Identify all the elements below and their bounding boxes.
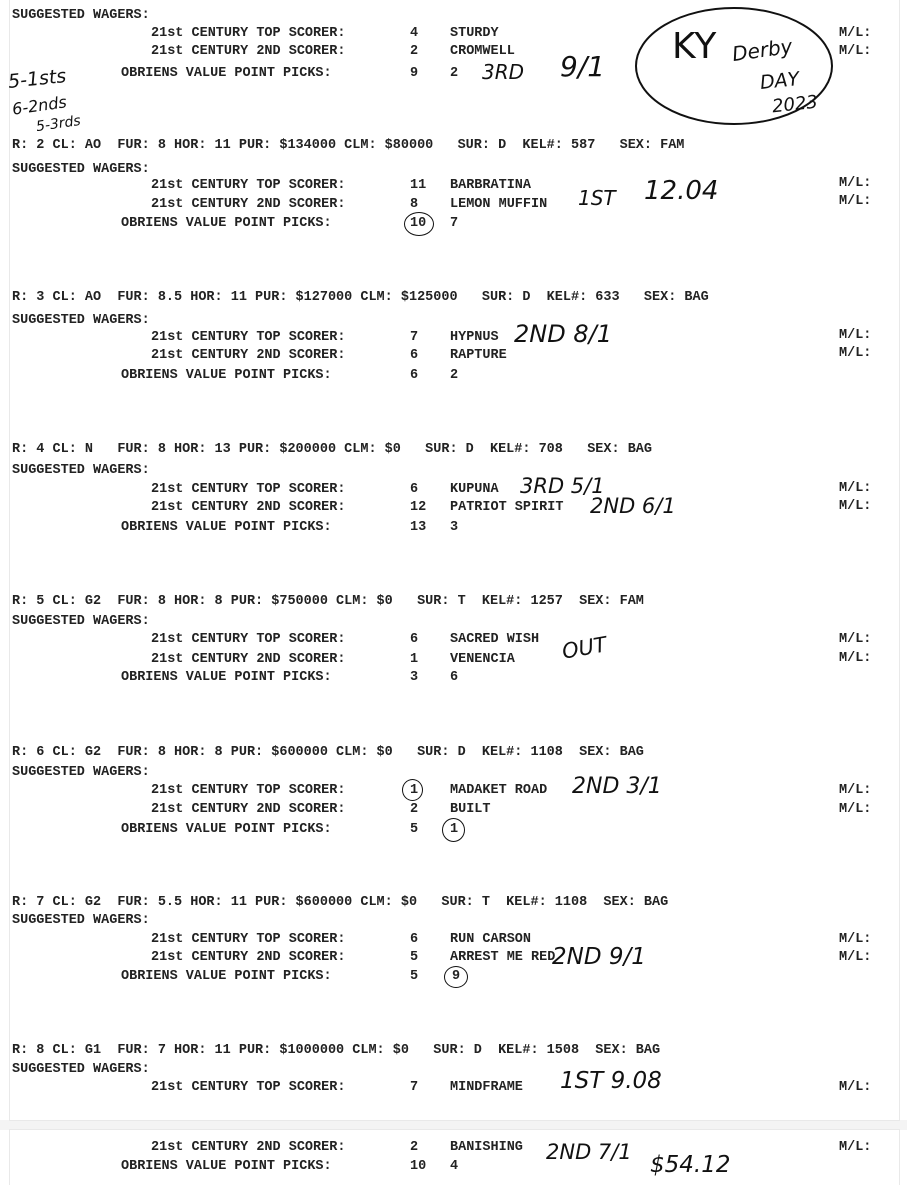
second-scorer-label: 21st CENTURY 2ND SCORER:	[151, 197, 346, 212]
handwritten-race-note: 1ST 9.08	[560, 1068, 662, 1094]
handwritten-race-note: 2ND 6/1	[590, 494, 676, 518]
morning-line-label: M/L:	[839, 802, 872, 817]
page-gap	[0, 1120, 907, 1130]
morning-line-label: M/L:	[839, 194, 872, 209]
handwritten-race-note: 2ND 8/1	[514, 320, 612, 348]
second-scorer-label: 21st CENTURY 2ND SCORER:	[151, 802, 346, 817]
handwritten-total: $54.12	[650, 1152, 731, 1178]
handwritten-race-note: 3RD	[482, 60, 525, 84]
second-scorer-horse: RAPTURE	[450, 348, 507, 363]
value-pick-1: 10	[410, 216, 427, 231]
value-pick-1: 10	[410, 1159, 427, 1174]
second-scorer-number: 2	[410, 1140, 419, 1155]
handwritten-tally: 6-2nds	[10, 92, 68, 119]
handwritten-tally: 5-3rds	[35, 112, 82, 136]
second-scorer-label: 21st CENTURY 2ND SCORER:	[151, 1140, 346, 1155]
second-scorer-label: 21st CENTURY 2ND SCORER:	[151, 500, 346, 515]
value-picks-label: OBRIENS VALUE POINT PICKS:	[121, 216, 332, 231]
handwritten-race-note: 2ND 7/1	[546, 1140, 632, 1164]
value-picks-label: OBRIENS VALUE POINT PICKS:	[121, 66, 332, 81]
morning-line-label: M/L:	[839, 499, 872, 514]
handwritten-race-note: 2ND 3/1	[572, 774, 662, 799]
top-scorer-label: 21st CENTURY TOP SCORER:	[151, 1080, 346, 1095]
suggested-wagers-label: SUGGESTED WAGERS:	[12, 1062, 150, 1077]
second-scorer-number: 6	[410, 348, 419, 363]
suggested-wagers-label: SUGGESTED WAGERS:	[12, 313, 150, 328]
morning-line-label: M/L:	[839, 651, 872, 666]
morning-line-label: M/L:	[839, 328, 872, 343]
value-pick-1: 3	[410, 670, 419, 685]
top-scorer-number: 4	[410, 26, 419, 41]
second-scorer-horse: VENENCIA	[450, 652, 515, 667]
value-pick-2: 9	[452, 969, 461, 984]
second-scorer-number: 2	[410, 802, 419, 817]
suggested-wagers-label: SUGGESTED WAGERS:	[12, 8, 150, 23]
top-scorer-horse: KUPUNA	[450, 482, 499, 497]
top-scorer-label: 21st CENTURY TOP SCORER:	[151, 330, 346, 345]
top-scorer-horse: BARBRATINA	[450, 178, 532, 193]
suggested-wagers-label: SUGGESTED WAGERS:	[12, 463, 150, 478]
pen-circle-mark	[404, 212, 434, 236]
handwritten-year: 2023	[771, 91, 819, 118]
value-picks-label: OBRIENS VALUE POINT PICKS:	[121, 520, 332, 535]
top-scorer-number: 7	[410, 330, 419, 345]
value-pick-1: 5	[410, 969, 419, 984]
pen-circle-mark	[442, 818, 465, 842]
handwritten-race-note: 12.04	[644, 176, 719, 206]
second-scorer-number: 12	[410, 500, 427, 515]
morning-line-label: M/L:	[839, 932, 872, 947]
value-picks-label: OBRIENS VALUE POINT PICKS:	[121, 368, 332, 383]
value-pick-2: 6	[450, 670, 459, 685]
handwritten-race-note: 2ND 9/1	[552, 944, 646, 970]
second-scorer-label: 21st CENTURY 2ND SCORER:	[151, 348, 346, 363]
second-scorer-horse: BUILT	[450, 802, 491, 817]
value-pick-2: 3	[450, 520, 459, 535]
value-pick-2: 2	[450, 66, 459, 81]
top-scorer-label: 21st CENTURY TOP SCORER:	[151, 783, 346, 798]
value-pick-1: 6	[410, 368, 419, 383]
handwritten-tally: 5-1sts	[7, 65, 68, 93]
handwritten-race-note: 3RD 5/1	[520, 474, 605, 498]
morning-line-label: M/L:	[839, 783, 872, 798]
top-scorer-horse: MINDFRAME	[450, 1080, 523, 1095]
value-picks-label: OBRIENS VALUE POINT PICKS:	[121, 822, 332, 837]
race-header: R: 7 CL: G2 FUR: 5.5 HOR: 11 PUR: $600000 CLM: $0 SUR: T KEL#: 1108 SEX: BAG	[12, 895, 669, 910]
morning-line-label: M/L:	[839, 26, 872, 41]
top-scorer-horse: SACRED WISH	[450, 632, 540, 647]
morning-line-label: M/L:	[839, 176, 872, 191]
suggested-wagers-label: SUGGESTED WAGERS:	[12, 614, 150, 629]
top-scorer-number: 7	[410, 1080, 419, 1095]
second-scorer-horse: LEMON MUFFIN	[450, 197, 548, 212]
second-scorer-number: 2	[410, 44, 419, 59]
suggested-wagers-label: SUGGESTED WAGERS:	[12, 913, 150, 928]
top-scorer-horse: MADAKET ROAD	[450, 783, 548, 798]
top-scorer-label: 21st CENTURY TOP SCORER:	[151, 482, 346, 497]
morning-line-label: M/L:	[839, 1080, 872, 1095]
pen-circle-mark	[444, 966, 468, 988]
second-scorer-label: 21st CENTURY 2ND SCORER:	[151, 652, 346, 667]
morning-line-label: M/L:	[839, 950, 872, 965]
second-scorer-number: 8	[410, 197, 419, 212]
morning-line-label: M/L:	[839, 44, 872, 59]
value-pick-1: 5	[410, 822, 419, 837]
morning-line-label: M/L:	[839, 632, 872, 647]
handwritten-race-note: OUT	[560, 632, 609, 664]
value-picks-label: OBRIENS VALUE POINT PICKS:	[121, 1159, 332, 1174]
top-scorer-number: 1	[410, 783, 419, 798]
race-header: R: 5 CL: G2 FUR: 8 HOR: 8 PUR: $750000 CLM: $0 SUR: T KEL#: 1257 SEX: FAM	[12, 594, 644, 609]
top-scorer-label: 21st CENTURY TOP SCORER:	[151, 632, 346, 647]
handwritten-race-note: 1ST	[578, 186, 616, 210]
top-scorer-label: 21st CENTURY TOP SCORER:	[151, 932, 346, 947]
top-scorer-horse: HYPNUS	[450, 330, 499, 345]
morning-line-label: M/L:	[839, 1140, 872, 1155]
race-header: R: 4 CL: N FUR: 8 HOR: 13 PUR: $200000 CLM: $0 SUR: D KEL#: 708 SEX: BAG	[12, 442, 653, 457]
pen-circle-mark	[402, 779, 423, 801]
value-pick-2: 7	[450, 216, 459, 231]
suggested-wagers-label: SUGGESTED WAGERS:	[12, 765, 150, 780]
second-scorer-number: 1	[410, 652, 419, 667]
handwritten-day: DAY	[758, 68, 801, 94]
value-pick-2: 4	[450, 1159, 459, 1174]
top-scorer-label: 21st CENTURY TOP SCORER:	[151, 178, 346, 193]
handwritten-race-note: 9/1	[560, 50, 606, 83]
top-scorer-horse: RUN CARSON	[450, 932, 532, 947]
suggested-wagers-label: SUGGESTED WAGERS:	[12, 162, 150, 177]
handwritten-ky: KY	[672, 26, 717, 67]
value-pick-1: 13	[410, 520, 427, 535]
second-scorer-horse: ARREST ME RED	[450, 950, 556, 965]
top-scorer-number: 11	[410, 178, 427, 193]
morning-line-label: M/L:	[839, 346, 872, 361]
morning-line-label: M/L:	[839, 481, 872, 496]
top-scorer-horse: STURDY	[450, 26, 499, 41]
top-scorer-label: 21st CENTURY TOP SCORER:	[151, 26, 346, 41]
race-header: R: 3 CL: AO FUR: 8.5 HOR: 11 PUR: $127000 CLM: $125000 SUR: D KEL#: 633 SEX: BAG	[12, 290, 709, 305]
second-scorer-label: 21st CENTURY 2ND SCORER:	[151, 44, 346, 59]
second-scorer-number: 5	[410, 950, 419, 965]
second-scorer-horse: CROMWELL	[450, 44, 515, 59]
top-scorer-number: 6	[410, 482, 419, 497]
value-pick-1: 9	[410, 66, 419, 81]
handwritten-derby: Derby	[730, 33, 794, 67]
race-header: R: 2 CL: AO FUR: 8 HOR: 11 PUR: $134000 CLM: $80000 SUR: D KEL#: 587 SEX: FAM	[12, 138, 685, 153]
value-picks-label: OBRIENS VALUE POINT PICKS:	[121, 969, 332, 984]
value-pick-2: 2	[450, 368, 459, 383]
value-picks-label: OBRIENS VALUE POINT PICKS:	[121, 670, 332, 685]
value-pick-2: 1	[450, 822, 459, 837]
second-scorer-label: 21st CENTURY 2ND SCORER:	[151, 950, 346, 965]
race-header: R: 8 CL: G1 FUR: 7 HOR: 11 PUR: $1000000 CLM: $0 SUR: D KEL#: 1508 SEX: BAG	[12, 1043, 661, 1058]
second-scorer-horse: PATRIOT SPIRIT	[450, 500, 564, 515]
second-scorer-horse: BANISHING	[450, 1140, 523, 1155]
top-scorer-number: 6	[410, 632, 419, 647]
race-header: R: 6 CL: G2 FUR: 8 HOR: 8 PUR: $600000 CLM: $0 SUR: D KEL#: 1108 SEX: BAG	[12, 745, 644, 760]
top-scorer-number: 6	[410, 932, 419, 947]
document-page-2	[10, 1130, 899, 1185]
